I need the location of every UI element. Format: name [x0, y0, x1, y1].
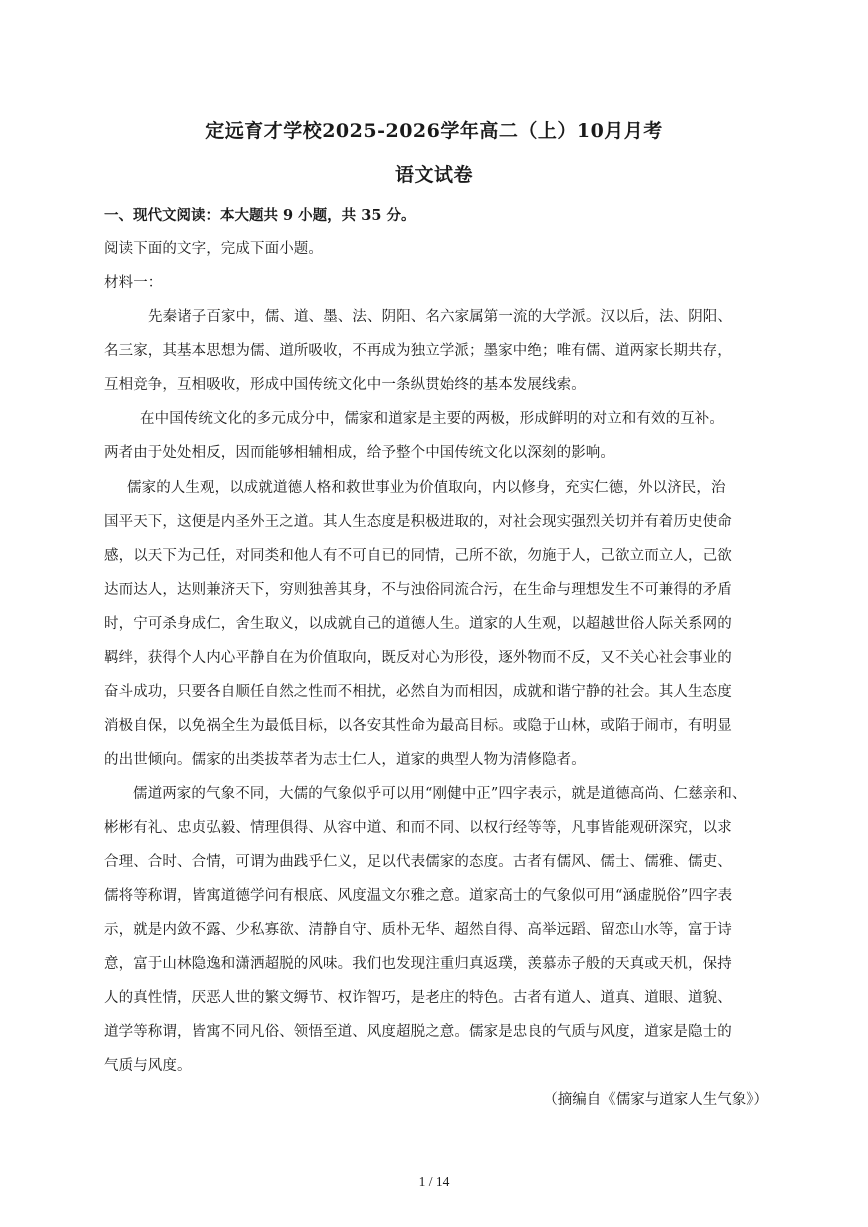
paragraph-line: 感，以天下为己任，对同类和他人有不可自已的同情，己所不欲，勿施于人，己欲立而立人，己欲 — [104, 548, 732, 564]
paragraph-line: 两者由于处处相反，因而能够相辅相成，给予整个中国传统文化以深刻的影响。 — [104, 445, 615, 461]
instruction-text: 阅读下面的文字，完成下面小题。 — [104, 241, 323, 257]
paragraph-line: 消极自保，以免祸全生为最低目标，以各安其性命为最高目标。或隐于山林，或陷于闹市，有明显 — [104, 718, 732, 734]
paragraph-line: 合理、合时、合情，可谓为曲践乎仁义，足以代表儒家的态度。古者有儒风、儒士、儒雅、儒吏、 — [104, 854, 732, 870]
exam-subtitle: 语文试卷 — [394, 164, 473, 186]
paragraph-line: 互相竞争，互相吸收，形成中国传统文化中一条纵贯始终的基本发展线索。 — [104, 377, 586, 393]
paragraph-line: 达而达人，达则兼济天下，穷则独善其身，不与浊俗同流合污，在生命与理想发生不可兼得的矛盾 — [104, 582, 732, 598]
paragraph-line: 儒家的人生观，以成就道德人格和救世事业为价值取向，内以修身，充实仁德，外以济民，治 — [127, 480, 726, 496]
paragraph-line: 羁绊，获得个人内心平静自在为价值取向，既反对心为形役，逐外物而不反，又不关心社会事业的 — [104, 650, 732, 666]
paragraph-line: 气质与风度。 — [104, 1058, 192, 1074]
paragraph-line: 国平天下，这便是内圣外王之道。其人生态度是积极进取的，对社会现实强烈关切并有着历史使命 — [104, 514, 732, 530]
paragraph-line: 意，富于山林隐逸和潇洒超脱的风味。我们也发现注重归真返璞，羡慕赤子般的天真或天机，保持 — [104, 956, 732, 972]
exam-title: 定远育才学校2025-2026学年高二（上）10月月考 — [205, 120, 663, 142]
source-citation: （摘编自《儒家与道家人生气象》） — [543, 1092, 768, 1108]
paragraph-line: 儒道两家的气象不同，大儒的气象似乎可以用“刚健中正”四字表示，就是道德高尚、仁慈亲和、 — [133, 786, 747, 802]
paragraph-line: 奋斗成功，只要各自顺任自然之性而不相扰，必然自为而相因，成就和谐宁静的社会。其人生态度 — [104, 684, 732, 700]
paragraph-line: 的出世倾向。儒家的出类拔萃者为志士仁人，道家的典型人物为清修隐者。 — [104, 752, 586, 768]
paragraph-line: 在中国传统文化的多元成分中，儒家和道家是主要的两极，形成鲜明的对立和有效的互补。 — [140, 411, 724, 427]
paragraph-line: 儒将等称谓，皆寓道德学问有根底、风度温文尔雅之意。道家高士的气象似可用“涵虚脱俗”四字表 — [104, 888, 733, 904]
paragraph-line: 名三家，其基本思想为儒、道所吸收，不再成为独立学派；墨家中绝；唯有儒、道两家长期共存， — [104, 343, 732, 359]
paragraph-line: 道学等称谓，皆寓不同凡俗、领悟至道、风度超脱之意。儒家是忠良的气质与风度，道家是隐士的 — [104, 1024, 732, 1040]
material-label: 材料一： — [104, 275, 163, 291]
paragraph-line: 彬彬有礼、忠贞弘毅、情理俱得、从容中道、和而不同、以权行经等等，凡事皆能观研深究，以求 — [104, 820, 732, 836]
paragraph-line: 示，就是内敛不露、少私寡欲、清静自守、质朴无华、超然自得、高举远蹈、留恋山水等，富于诗 — [104, 922, 732, 938]
paragraph-line: 先秦诸子百家中，儒、道、墨、法、阴阳、名六家属第一流的大学派。汉以后，法、阴阳、 — [148, 309, 732, 325]
paragraph-line: 人的真性情，厌恶人世的繁文缛节、权诈智巧，是老庄的特色。古者有道人、道真、道眼、道貌、 — [104, 990, 732, 1006]
page-number: 1 / 14 — [418, 1174, 450, 1189]
paragraph-line: 时，宁可杀身成仁，舍生取义，以成就自己的道德人生。道家的人生观，以超越世俗人际关系网的 — [104, 616, 732, 632]
section-heading: 一、现代文阅读：本大题共 9 小题，共 35 分。 — [104, 207, 416, 224]
